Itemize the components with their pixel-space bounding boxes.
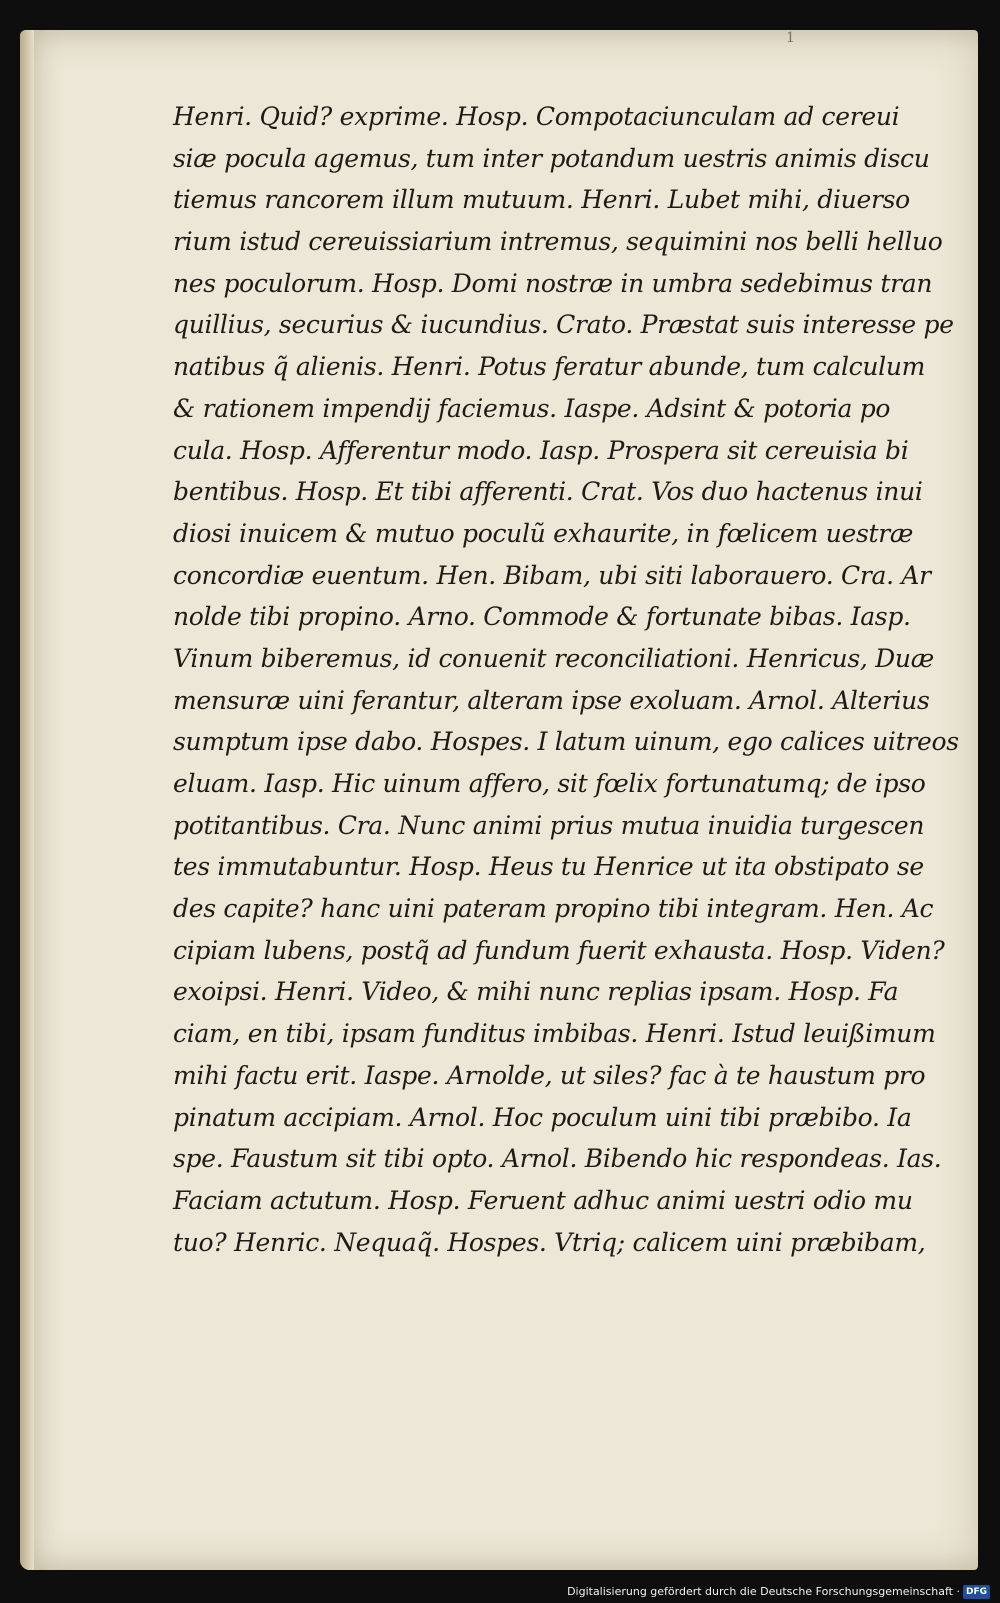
dfg-logo: DFG [963,1585,990,1599]
text-line: potitantibus. Cra. Nunc animi prius mutua inuidia turgescen [173,810,925,840]
text-line: nes poculorum. Hosp. Domi nostræ in umbra sedebimus tran [173,268,933,298]
text-line: eluam. Iasp. Hic uinum affero, sit fœlix fortunatumq; de ipso [173,769,926,798]
text-line: rium istud cereuissiarium intremus, sequimini nos belli helluo [173,227,943,257]
credit-text: Digitalisierung gefördert durch die Deutsche Forschungsgemeinschaft · [567,1585,960,1598]
text-line: pinatum accipiam. Arnol. Hoc poculum uini tibi præbibo. Ia [173,1102,912,1132]
page-number: 1 [786,30,795,46]
text-line: concordiæ euentum. Hen. Bibam, ubi siti laborauero. Cra. Ar [173,560,931,590]
text-line: ciam, en tibi, ipsam funditus imbibas. Henri. Istud leuißimum [173,1019,936,1049]
text-line: tes immutabuntur. Hosp. Heus tu Henrice ut ita obstipato se [173,852,924,882]
text-block [173,96,963,1263]
text-line: siæ pocula agemus, tum inter potandum uestris animis discu [173,143,930,173]
text-line: Faciam actutum. Hosp. Feruent adhuc animi uestri odio mu [173,1185,913,1215]
text-line: natibus q̃ alienis. Henri. Potus feratur abunde, tum calculum [173,352,926,382]
text-line: cipiam lubens, postq̃ ad fundum fuerit exhausta. Hosp. Viden? [173,935,945,965]
digitization-credit [0,1583,990,1601]
text-line: Henri. Quid? exprime. Hosp. Compotaciunculam ad cereui [173,102,900,131]
text-line: mensuræ uini ferantur, alteram ipse exoluam. Arnol. Alterius [173,685,930,715]
text-line: nolde tibi propino. Arno. Commode & fortunate bibas. Iasp. [173,602,911,632]
text-line: des capite? hanc uini pateram propino tibi integram. Hen. Ac [173,894,934,924]
text-line: mihi factu erit. Iaspe. Arnolde, ut siles? fac à te haustum pro [173,1060,926,1090]
page-gutter-edge [20,30,34,1570]
text-line: spe. Faustum sit tibi opto. Arnol. Bibendo hic respondeas. Ias. [173,1144,942,1174]
text-line: sumptum ipse dabo. Hospes. I latum uinum, ego calices uitreos [173,727,959,757]
text-line: diosi inuicem & mutuo poculũ exhaurite, in fœlicem uestræ [173,518,914,548]
text-line: tiemus rancorem illum mutuum. Henri. Lubet mihi, diuerso [173,185,910,215]
text-line: & rationem impendij faciemus. Iaspe. Adsint & potoria po [173,393,891,423]
text-line: Vinum biberemus, id conuenit reconciliationi. Henricus, Duæ [173,643,934,673]
text-line: exoipsi. Henri. Video, & mihi nunc replias ipsam. Hosp. Fa [173,977,899,1007]
text-line: quillius, securius & iucundius. Crato. Præstat suis interesse pe [173,310,954,340]
text-line: bentibus. Hosp. Et tibi afferenti. Crat. Vos duo hactenus inui [173,477,923,507]
text-line: cula. Hosp. Afferentur modo. Iasp. Prospera sit cereuisia bi [173,435,909,465]
text-line: tuo? Henric. Nequaq̃. Hospes. Vtriq; calicem uini præbibam, [173,1227,926,1257]
